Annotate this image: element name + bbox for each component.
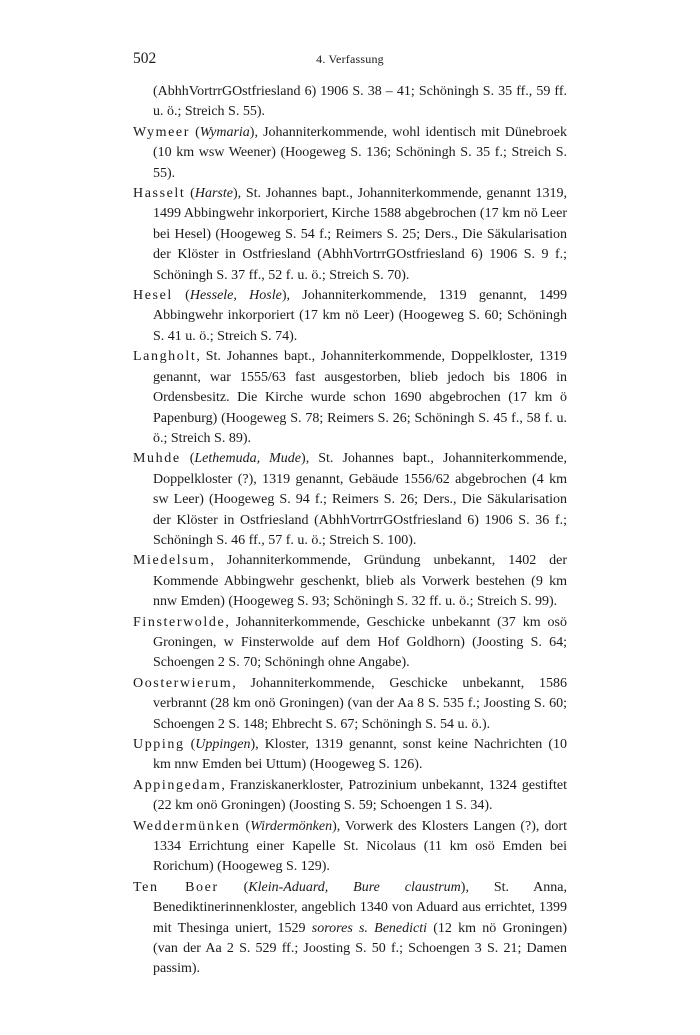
entry-latin-name: Lethemuda, Mude [194,451,302,467]
page-number: 502 [133,50,157,67]
entry-name: Finsterwolde [133,614,226,630]
entry-text: , Johanniterkommende, Geschicke unbekannt, 1586 verbrannt (28 km onö Groningen) (van der Aa 8 S. 535 f.; Joosting S. 60; Schoengen 2 S. 148; Ehbrecht S. 67; Schöningh S. 54 u. ö.). [153,675,567,732]
entry-name: Oosterwierum [133,675,233,691]
entry-name: Wymeer [133,124,190,140]
entry-name: Weddermünken [133,818,241,834]
entry-hasselt [133,184,567,286]
entry-hesel [133,286,567,347]
entry-oosterwierum [133,674,567,735]
entry-appingedam [133,776,567,817]
entry-name: Langholt [133,349,197,365]
entry-name: Appingedam [133,777,222,793]
entry-wymeer [133,123,567,184]
entry-ten-boer [133,878,567,980]
entry-text: ), St. Johannes bapt., Johanniterkommende, genannt 1319, 1499 Abbingwehr inkorporiert, Kirche 1588 abgebrochen (17 km nö Leer bei Hesel) (Hoogeweg S. 54 f.; Reimers S. 25; Ders., Die Säkularisation der Klöster in Ostfriesland (AbhhVortrrGOstfriesland 6) 1906 S. 9 f.; Schöningh S. 37 ff., 52 f. u. ö.; Streich S. 70). [153,186,567,283]
entry-text: , Franziskanerkloster, Patrozinium unbekannt, 1324 gestiftet (22 km onö Groningen) (Joosting S. 59; Schoengen 1 S. 34). [153,777,567,814]
entry-latin-name: Uppingen [195,737,251,752]
entry-latin-name: Wirdermönken [250,818,333,834]
entry-langholt [133,347,567,449]
entry-name: Muhde [133,451,181,467]
entry-list [133,82,567,980]
entry-text: ), St. Johannes bapt., Johanniterkommende, Doppelkloster (?), 1319 genannt, Gebäude 1556/62 abgebrochen (4 km sw Leer) (Hoogeweg S. 94 f.; Reimers S. 26; Ders., Die Säkularisation der Klöster in Ostfriesland (AbhhVortrrGOstfriesland 6) 1906 S. 36 f.; Schöningh S. 46 ff., 57 f. u. ö.; Streich S. 100). [153,451,567,548]
entry-name: Hesel [133,288,173,304]
entry-text-end: (12 km nö Groningen) (van der Aa 2 S. 529 ff.; Joosting S. 50 f.; Schoengen 3 S. 21; Damen passim). [153,920,568,977]
entry-text: ), Johanniterkommende, 1319 genannt, 1499 Abbingwehr inkorporiert (17 km nö Leer) (Hoogeweg S. 60; Schöningh S. 41 u. ö.; Streich S. 74). [153,288,567,344]
entry-text: ), St. Anna, Benediktinerinnenkloster, angeblich 1340 von Aduard aus errichtet, 1399 mit Thesinga uniert, 1529 [153,879,568,936]
entry-name: Upping [133,737,185,752]
entry-paren-open: ( [180,451,195,467]
entry-upping [133,735,567,776]
entry-paren-open: ( [185,186,195,202]
entry-text: ), Johanniterkommende, wohl identisch mit Dünebroek (10 km wsw Weener) (Hoogeweg S. 136; Schöningh S. 35 f.; Streich S. 55). [153,124,567,181]
entry-paren-open: ( [240,818,251,834]
entry-weddermuenken [133,817,567,878]
entry-finsterwolde [133,613,567,674]
entry-name: Hasselt [133,186,186,202]
entry-text: , Johanniterkommende, Gründung unbekannt, 1402 der Kommende Abbingwehr geschenkt, blieb als Vorwerk bestehen (9 km nnw Emden) (Hoogeweg S. 93; Schöningh S. 32 ff. u. ö.; Streich S. 99). [153,553,567,610]
entry-paren-open: ( [189,124,200,140]
entry-latin-name: Wymaria [199,124,250,140]
entry-name: Ten Boer [133,879,219,895]
entry-text: ), Kloster, 1319 genannt, sonst keine Nachrichten (10 km nnw Emden bei Uttum) (Hoogeweg S. 126). [153,737,567,773]
entry-name: Miedelsum [133,553,211,569]
entry-latin-name: Klein-Aduard, Bure claustrum [248,879,461,895]
entry-latin-name: Hessele, Hosle [189,288,282,304]
entry-text: , St. Johannes bapt., Johanniterkommende, Doppelkloster, 1319 genannt, war 1555/63 fast ausgestorben, blieb jedoch bis 1806 in Ordensbesitz. Die Kirche wurde schon 1690 abgebrochen (17 km ö Papenburg) (Hoogeweg S. 78; Reimers S. 26; Schöningh S. 45 f., 58 f. u. ö.; Streich S. 89). [153,349,567,446]
entry-text: (AbhhVortrrGOstfriesland 6) 1906 S. 38 – 41; Schöningh S. 35 ff., 59 ff. u. ö.; Streich S. 55). [153,84,567,120]
entry-muhde [133,449,567,551]
page-header [133,50,567,72]
entry-paren-open: ( [218,879,249,895]
entry-paren-open: ( [184,737,196,752]
entry-latin-name: Harste [194,186,233,202]
running-head: 4. Verfassung [316,52,384,66]
entry-continuation [133,82,567,123]
entry-miedelsum [133,551,567,612]
entry-text: ), Vorwerk des Klosters Langen (?), dort 1334 Errichtung einer Kapelle St. Nicolaus (11 km osö Emden bei Rorichum) (Hoogeweg S. 129). [153,818,567,875]
entry-paren-open: ( [172,288,190,304]
entry-latin-phrase: sorores s. Benedicti [311,920,428,936]
entry-text: , Johanniterkommende, Geschicke unbekannt (37 km osö Groningen, w Finsterwolde auf dem Hof Goldhorn) (Joosting S. 64; Schoengen 2 S. 70; Schöningh ohne Angabe). [153,614,567,671]
